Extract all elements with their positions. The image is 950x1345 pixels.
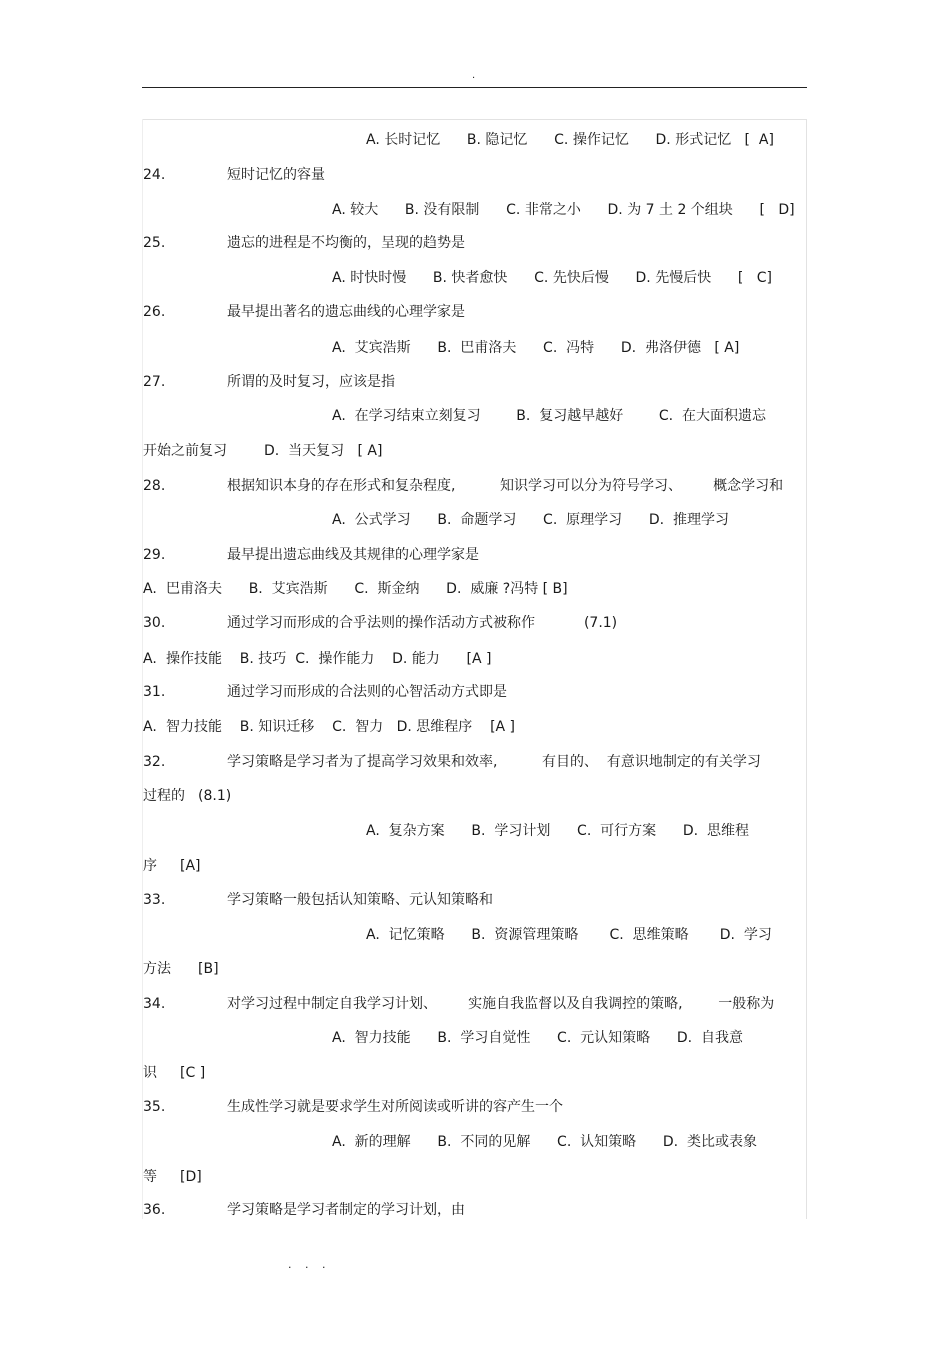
- document-line: A. 在学习结束立刻复习 B. 复习越早越好 C. 在大面积遗忘: [332, 408, 766, 424]
- line-prefix: 序: [143, 858, 157, 874]
- line-prefix: A.: [143, 581, 157, 597]
- document-line: D. 当天复习 [ A]: [264, 443, 383, 459]
- document-line: 学习策略是学习者为了提高学习效果和效率, 有目的、 有意识地制定的有关学习: [227, 754, 761, 770]
- line-prefix: 过程的: [143, 788, 185, 804]
- document-line: 短时记忆的容量: [227, 167, 325, 183]
- footer-mark: . . .: [288, 1258, 331, 1271]
- line-prefix: 30.: [143, 615, 166, 631]
- line-prefix: 25.: [143, 235, 166, 251]
- frame-top-border: [142, 119, 807, 120]
- line-prefix: 等: [143, 1169, 157, 1185]
- document-line: (8.1): [198, 788, 232, 804]
- line-prefix: 33.: [143, 892, 166, 908]
- document-line: A. 时快时慢 B. 快者愈快 C. 先快后慢 D. 先慢后快 [ C]: [332, 270, 772, 286]
- frame-right-border: [806, 119, 807, 1219]
- document-line: A. 复杂方案 B. 学习计划 C. 可行方案 D. 思维程: [366, 823, 749, 839]
- document-line: A. 新的理解 B. 不同的见解 C. 认知策略 D. 类比或表象: [332, 1134, 757, 1150]
- document-line: A. 公式学习 B. 命题学习 C. 原理学习 D. 推理学习: [332, 512, 729, 528]
- document-line: A. 艾宾浩斯 B. 巴甫洛夫 C. 冯特 D. 弗洛伊德 [ A]: [332, 340, 740, 356]
- line-prefix: 31.: [143, 684, 166, 700]
- document-line: [C ]: [180, 1065, 206, 1081]
- document-line: 学习策略一般包括认知策略、元认知策略和: [227, 892, 493, 908]
- document-line: 通过学习而形成的合乎法则的操作活动方式被称作 (7.1): [227, 615, 618, 631]
- header-mark: .: [472, 70, 476, 81]
- document-line: 智力技能 B. 知识迁移 C. 智力 D. 思维程序 [A ]: [166, 719, 516, 735]
- line-prefix: 32.: [143, 754, 166, 770]
- line-prefix: 36.: [143, 1202, 166, 1218]
- document-line: 生成性学习就是要求学生对所阅读或听讲的容产生一个: [227, 1099, 563, 1115]
- document-line: 最早提出著名的遗忘曲线的心理学家是: [227, 304, 465, 320]
- document-line: 对学习过程中制定自我学习计划、 实施自我监督以及自我调控的策略, 一般称为: [227, 996, 775, 1012]
- document-line: A. 智力技能 B. 学习自觉性 C. 元认知策略 D. 自我意: [332, 1030, 743, 1046]
- document-line: 学习策略是学习者制定的学习计划，由: [227, 1202, 465, 1218]
- document-line: [D]: [180, 1169, 202, 1185]
- document-line: 根据知识本身的存在形式和复杂程度, 知识学习可以分为符号学习、 概念学习和: [227, 478, 784, 494]
- line-prefix: 识: [143, 1065, 157, 1081]
- document-line: 遗忘的进程是不均衡的，呈现的趋势是: [227, 235, 465, 251]
- document-line: A. 长时记忆 B. 隐记忆 C. 操作记忆 D. 形式记忆 [ A]: [366, 132, 774, 148]
- document-line: 通过学习而形成的合法则的心智活动方式即是: [227, 684, 507, 700]
- document-line: A. 记忆策略 B. 资源管理策略 C. 思维策略 D. 学习: [366, 927, 772, 943]
- line-prefix: 开始之前复习: [143, 443, 227, 459]
- line-prefix: 28.: [143, 478, 166, 494]
- document-line: 最早提出遗忘曲线及其规律的心理学家是: [227, 547, 479, 563]
- document-line: [B]: [198, 961, 219, 977]
- line-prefix: 24.: [143, 167, 166, 183]
- line-prefix: 35.: [143, 1099, 166, 1115]
- line-prefix: 方法: [143, 961, 171, 977]
- document-line: 所谓的及时复习，应该是指: [227, 374, 395, 390]
- document-line: 操作技能 B. 技巧 C. 操作能力 D. 能力 [A ]: [166, 651, 492, 667]
- line-prefix: 26.: [143, 304, 166, 320]
- header-rule: [142, 87, 807, 88]
- line-prefix: 29.: [143, 547, 166, 563]
- line-prefix: 34.: [143, 996, 166, 1012]
- document-line: 巴甫洛夫 B. 艾宾浩斯 C. 斯金纳 D. 威廉 ?冯特 [ B]: [166, 581, 568, 597]
- line-prefix: 27.: [143, 374, 166, 390]
- document-line: [A]: [180, 858, 201, 874]
- line-prefix: A.: [143, 719, 157, 735]
- line-prefix: A.: [143, 651, 157, 667]
- document-line: A. 较大 B. 没有限制 C. 非常之小 D. 为 7 土 2 个组块 [ D]: [332, 202, 795, 218]
- frame-left-border: [142, 119, 143, 1219]
